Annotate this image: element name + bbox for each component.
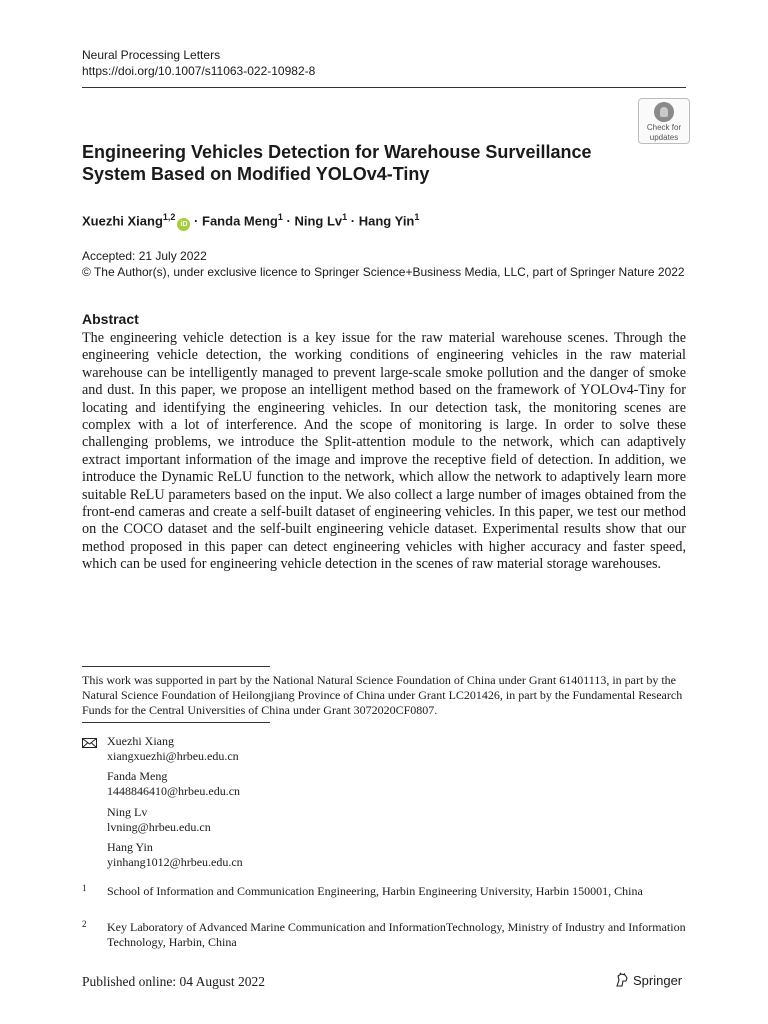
footnote-rule bbox=[82, 722, 270, 723]
contact-email[interactable]: lvning@hrbeu.edu.cn bbox=[107, 820, 211, 834]
author-name[interactable]: Hang Yin bbox=[358, 213, 415, 229]
envelope-icon bbox=[82, 738, 97, 748]
affiliation-number: 2 bbox=[82, 919, 87, 929]
author-affil-sup: 1 bbox=[414, 212, 420, 222]
contact-entry bbox=[107, 805, 211, 835]
contact-entry bbox=[107, 840, 243, 870]
accepted-date: Accepted: 21 July 2022 bbox=[82, 249, 207, 263]
contact-email[interactable]: 1448846410@hrbeu.edu.cn bbox=[107, 784, 241, 798]
paper-title: Engineering Vehicles Detection for Warehouse Surveillance System Based on Modified YOLOv4-Tiny bbox=[82, 142, 592, 184]
contact-email[interactable]: xiangxuezhi@hrbeu.edu.cn bbox=[107, 749, 239, 763]
contact-name: Fanda Meng bbox=[107, 769, 168, 783]
author-separator: · bbox=[194, 213, 199, 229]
contact-email[interactable]: yinhang1012@hrbeu.edu.cn bbox=[107, 855, 243, 869]
author-affil-sup: 1,2 bbox=[162, 212, 176, 222]
published-online: Published online: 04 August 2022 bbox=[82, 974, 266, 989]
contact-name: Ning Lv bbox=[107, 805, 148, 819]
author-affil-sup: 1 bbox=[277, 212, 283, 222]
author-list bbox=[82, 208, 419, 231]
contact-entry bbox=[107, 734, 239, 764]
abstract-text: The engineering vehicle detection is a key issue for the raw material warehouse scenes. Through the engineering vehicle detection, the working conditions of engineering vehicles in the raw material warehouse can be intelligently managed to prevent large-scale smoke pollution and the danger of smoke and dust. In this paper, we propose an intelligent method based on the framework of YOLOv4-Tiny for locating and identifying the engineering vehicles. In our detection task, the monitoring scenes are complex with a lot of interference. And the scope of monitoring is large. In order to solve these challenging problems, we introduce the Split-attention module to the network, which can adaptively extract important information of the image and improve the receptive field of detection. In addition, we introduce the Dynamic ReLU function to the network, which allow the network to adaptively learn more suitable ReLU parameters based on the input. We also collect a large number of images obtained from the front-end cameras and create a self-built dataset of engineering vehicles. In this paper, we test our method on the COCO dataset and the self-built engineering vehicle dataset. Experimental results show that our method proposed in this paper can detect engineering vehicles with higher accuracy and faster speed, which can be used for engineering vehicle detection in the scenes of raw material storage warehouses. bbox=[82, 330, 686, 573]
doi-link[interactable]: https://doi.org/10.1007/s11063-022-10982-8 bbox=[82, 63, 316, 78]
affiliation-text: Key Laboratory of Advanced Marine Communication and InformationTechnology, Ministry of Industry and Information Technology, Harbin, China bbox=[107, 920, 686, 949]
contact-entry bbox=[107, 769, 240, 799]
publisher-name: Springer bbox=[633, 973, 683, 988]
author-name[interactable]: Ning Lv bbox=[294, 213, 343, 229]
publisher-logo[interactable] bbox=[614, 972, 682, 989]
funding-note: This work was supported in part by the National Natural Science Foundation of China under Grant 61401113, in part by the Natural Science Foundation of Heilongjiang Province of China under Grant LC201426, in part by the Fundamental Research Funds for the Central Universities of China under Grant 3072020CF0807. bbox=[82, 673, 683, 717]
abstract-heading: Abstract bbox=[82, 311, 139, 327]
check-for-updates-badge[interactable] bbox=[638, 98, 690, 144]
copyright-line: © The Author(s), under exclusive licence to Springer Science+Business Media, LLC, part of Springer Nature 2022 bbox=[82, 264, 685, 279]
affiliation-text: School of Information and Communication Engineering, Harbin Engineering University, Harbin 150001, China bbox=[107, 884, 643, 898]
author-name[interactable]: Fanda Meng bbox=[202, 213, 278, 229]
contact-name: Xuezhi Xiang bbox=[107, 734, 174, 748]
author-separator: · bbox=[286, 213, 291, 229]
orcid-icon[interactable]: iD bbox=[177, 218, 190, 231]
footnote-rule bbox=[82, 666, 270, 667]
badge-line1: Check for bbox=[646, 123, 682, 132]
bookmark-icon bbox=[654, 102, 674, 122]
contact-name: Hang Yin bbox=[107, 840, 153, 854]
journal-name: Neural Processing Letters bbox=[82, 48, 221, 62]
affiliation-number: 1 bbox=[82, 883, 87, 893]
author-name[interactable]: Xuezhi Xiang bbox=[82, 213, 163, 229]
badge-line2: updates bbox=[649, 133, 679, 142]
author-separator: · bbox=[350, 213, 356, 229]
journal-header bbox=[82, 48, 315, 79]
author-affil-sup: 1 bbox=[342, 212, 348, 222]
springer-horse-icon bbox=[614, 972, 630, 988]
header-rule bbox=[82, 87, 686, 88]
publication-dates bbox=[82, 249, 685, 280]
